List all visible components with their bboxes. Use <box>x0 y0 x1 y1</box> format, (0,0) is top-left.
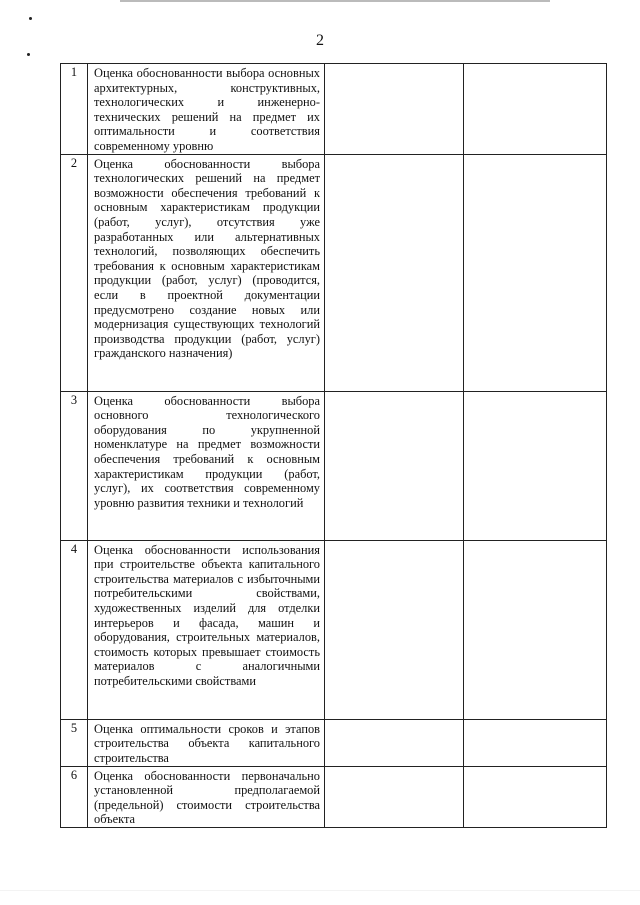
criterion-text: Оценка обоснованности выбора основных архитектурных, конструктивных, технологических и инженерно-технических решений на предмет их оптимальности и соответствия современному уровню <box>88 64 325 155</box>
table-row <box>61 766 607 827</box>
empty-cell <box>464 64 607 155</box>
empty-cell <box>464 154 607 391</box>
row-number: 4 <box>61 540 88 719</box>
scan-top-edge <box>120 0 550 2</box>
scan-mark <box>29 17 32 20</box>
scan-mark <box>27 53 30 56</box>
empty-cell <box>464 540 607 719</box>
criterion-text: Оценка обоснованности первоначально установленной предполагаемой (предельной) стоимости строительства объекта <box>88 766 325 827</box>
empty-cell <box>464 766 607 827</box>
row-number: 2 <box>61 154 88 391</box>
table-row <box>61 154 607 391</box>
table-row <box>61 64 607 155</box>
row-number: 6 <box>61 766 88 827</box>
table-row <box>61 391 607 540</box>
empty-cell <box>325 64 464 155</box>
row-number: 3 <box>61 391 88 540</box>
table-row <box>61 719 607 766</box>
empty-cell <box>325 391 464 540</box>
row-number: 5 <box>61 719 88 766</box>
empty-cell <box>325 719 464 766</box>
empty-cell <box>325 540 464 719</box>
criterion-text: Оценка обоснованности выбора технологических решений на предмет возможности обеспечения требований к основным характеристикам продукции (работ, услуг), отсутствия уже разработанных или альтернативных технологий, позволяющих обеспечить требования к основным характеристикам продукции (работ, услуг) (проводится, если в проектной документации предусмотрено создание новых или модернизация существующих технологий производства продукции (работ, услуг) гражданского назначения) <box>88 154 325 391</box>
criterion-text: Оценка обоснованности использования при строительстве объекта капитального строительства материалов с избыточными потребительскими свойствами, художественных изделий для отделки интерьеров и фасада, машин и оборудования, строительных материалов, стоимость которых превышает стоимость материалов с аналогичными потребительскими свойствами <box>88 540 325 719</box>
empty-cell <box>325 766 464 827</box>
empty-cell <box>325 154 464 391</box>
page-number: 2 <box>316 32 324 49</box>
row-number: 1 <box>61 64 88 155</box>
empty-cell <box>464 391 607 540</box>
scan-bottom-edge <box>0 890 640 891</box>
expertise-table <box>60 63 607 828</box>
criterion-text: Оценка оптимальности сроков и этапов строительства объекта капитального строительства <box>88 719 325 766</box>
empty-cell <box>464 719 607 766</box>
criterion-text: Оценка обоснованности выбора основного технологического оборудования по укрупненной номенклатуре на предмет возможности обеспечения требований к основным характеристикам продукции (работ, услуг), их соответствия современному уровню развития техники и технологий <box>88 391 325 540</box>
table-row <box>61 540 607 719</box>
